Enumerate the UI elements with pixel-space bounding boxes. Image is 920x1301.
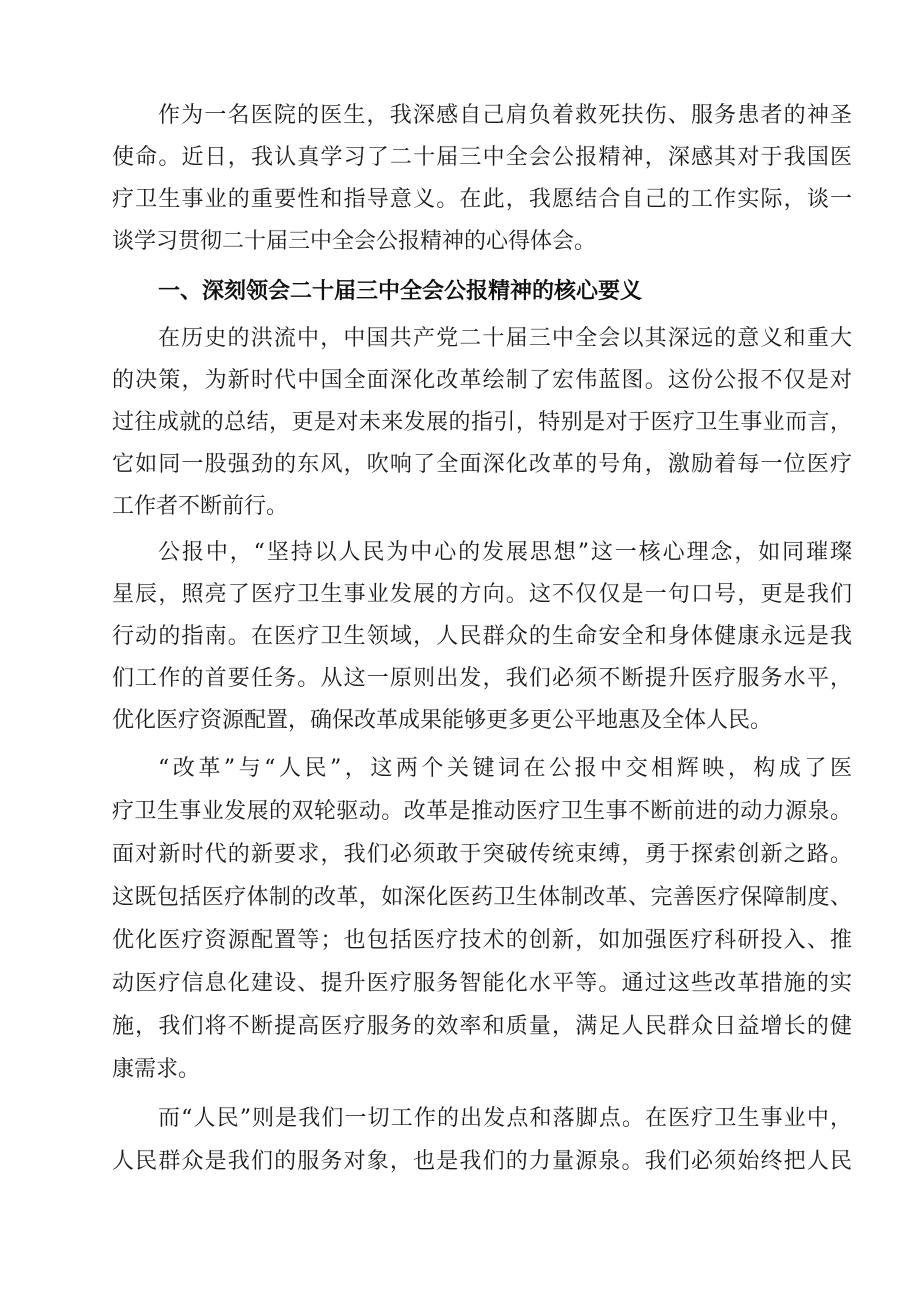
intro-line-3: 疗卫生事业的重要性和指导意义。在此，我愿结合自己的工作实际，谈一	[112, 187, 852, 212]
para-2-line-1: 公报中，“坚持以人民为中心的发展思想”这一核心理念，如同璀璨	[158, 540, 852, 565]
para-3-line-2: 疗卫生事业发展的双轮驱动。改革是推动医疗卫生事不断前进的动力源泉。	[112, 799, 852, 824]
para-1-line-5: 工作者不断前行。	[112, 494, 289, 519]
para-2-line-4: 们工作的首要任务。从这一原则出发，我们必须不断提升医疗服务水平，	[112, 666, 852, 691]
para-1-line-2: 的决策，为新时代中国全面深化改革绘制了宏伟蓝图。这份公报不仅是对	[112, 368, 852, 393]
para-2-line-5: 优化医疗资源配置，确保改革成果能够更多更公平地惠及全体人民。	[112, 708, 773, 733]
para-3-line-1: “改革”与“人民”，这两个关键词在公报中交相辉映，构成了医	[158, 756, 852, 781]
section-heading-1: 一、深刻领会二十届三中全会公报精神的核心要义	[158, 279, 643, 304]
para-3-line-4: 这既包括医疗体制的改革，如深化医药卫生体制改革、完善医疗保障制度、	[112, 885, 852, 910]
para-1-line-1: 在历史的洪流中，中国共产党二十届三中全会以其深远的意义和重大	[158, 326, 852, 351]
para-1-line-4: 它如同一股强劲的东风，吹响了全面深化改革的号角，激励着每一位医疗	[112, 452, 852, 477]
intro-line-4: 谈学习贯彻二十届三中全会公报精神的心得体会。	[112, 229, 597, 254]
para-2-line-3: 行动的指南。在医疗卫生领域，人民群众的生命安全和身体健康永远是我	[112, 624, 852, 649]
para-3-line-5: 优化医疗资源配置等；也包括医疗技术的创新，如加强医疗科研投入、推	[112, 928, 852, 953]
para-2-line-2: 星辰，照亮了医疗卫生事业发展的方向。这不仅仅是一句口号，更是我们	[112, 582, 852, 607]
para-3-line-3: 面对新时代的新要求，我们必须敢于突破传统束缚，勇于探索创新之路。	[112, 842, 852, 867]
intro-line-1: 作为一名医院的医生，我深感自己肩负着救死扶伤、服务患者的神圣	[158, 103, 852, 128]
para-4-line-2: 人民群众是我们的服务对象，也是我们的力量源泉。我们必须始终把人民	[112, 1149, 852, 1174]
para-3-line-8: 康需求。	[112, 1057, 201, 1082]
para-3-line-7: 施，我们将不断提高医疗服务的效率和质量，满足人民群众日益增长的健	[112, 1014, 852, 1039]
para-4-line-1: 而“人民”则是我们一切工作的出发点和落脚点。在医疗卫生事业中，	[158, 1106, 852, 1131]
para-1-line-3: 过往成就的总结，更是对未来发展的指引，特别是对于医疗卫生事业而言，	[112, 410, 852, 435]
intro-line-2: 使命。近日，我认真学习了二十届三中全会公报精神，深感其对于我国医	[112, 145, 852, 170]
para-3-line-6: 动医疗信息化建设、提升医疗服务智能化水平等。通过这些改革措施的实	[112, 971, 852, 996]
